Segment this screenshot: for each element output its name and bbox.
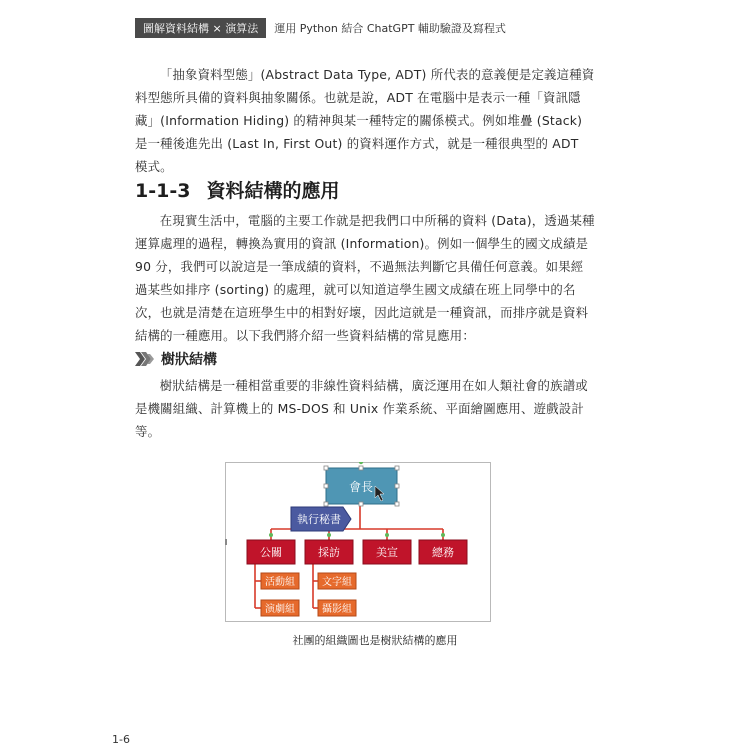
page-number: 1-6 (112, 733, 130, 746)
frame-handle (225, 539, 227, 545)
paragraph-adt: 「抽象資料型態」(Abstract Data Type, ADT) 所代表的意義便是定義這種資料型態所具備的資料與抽象關係。也就是說，ADT 在電腦中是表示一種「資訊隱藏」(Information Hiding) 的精神與某一種特定的關係模式。例如堆疊 (Stack) 是一種後進先出 (Last In, First Out) 的資料運作方式，就是一種很典型的 ADT 模式。 (135, 67, 595, 174)
org-node-group (261, 573, 299, 589)
subsection-heading (135, 349, 217, 369)
book-title-tag: 圖解資料結構 × 演算法 (135, 18, 266, 38)
section-number: 1-1-3 (135, 180, 191, 202)
book-subtitle: 運用 Python 結合 ChatGPT 輔助驗證及寫程式 (274, 22, 506, 35)
group-label: 活動組 (265, 577, 295, 588)
page-header (135, 18, 615, 38)
paragraph-applications: 在現實生活中，電腦的主要工作就是把我們口中所稱的資料 (Data)，透過某種運算處理的過程，轉換為實用的資訊 (Information)。例如一個學生的國文成績是 90 分，我們可以說這是一筆成績的資料，不過無法判斷它具備任何意義。如果經過某些如排序 (sorting) 的處理，就可以知道這學生國文成績在班上同學中的名次，也就是清楚在這班學生中的相對好壞，因此這就是一種資訊，而排序就是資料結構的一種應用。以下我們將介紹一些資料結構的常見應用： (135, 213, 595, 343)
org-node-group (261, 600, 299, 616)
root-label: 會長 (348, 480, 374, 494)
department-label: 採訪 (318, 546, 340, 559)
figure-caption: 社團的組織圖也是樹狀結構的應用 (292, 634, 458, 647)
org-node-group (318, 573, 356, 589)
org-node-secretary (291, 507, 351, 531)
paragraph-tree: 樹狀結構是一種相當重要的非線性資料結構，廣泛運用在如人類社會的族譜或是機關組織、計算機上的 MS-DOS 和 Unix 作業系統、平面繪圖應用、遊戲設計等。 (135, 378, 588, 439)
group-label: 演劇組 (265, 604, 295, 615)
org-chart-figure (225, 462, 491, 622)
subsection-title: 樹狀結構 (161, 352, 217, 368)
org-node-group (318, 600, 356, 616)
triple-chevron-icon (135, 352, 155, 366)
org-node-root (324, 462, 399, 506)
section-title: 資料結構的應用 (206, 180, 340, 202)
group-label: 攝影組 (322, 604, 352, 615)
section-heading (135, 176, 339, 203)
group-label: 文字組 (322, 577, 352, 588)
department-label: 美宣 (376, 546, 398, 559)
department-label: 總務 (432, 546, 454, 559)
department-label: 公關 (260, 546, 282, 559)
secretary-label: 執行秘書 (297, 513, 341, 526)
